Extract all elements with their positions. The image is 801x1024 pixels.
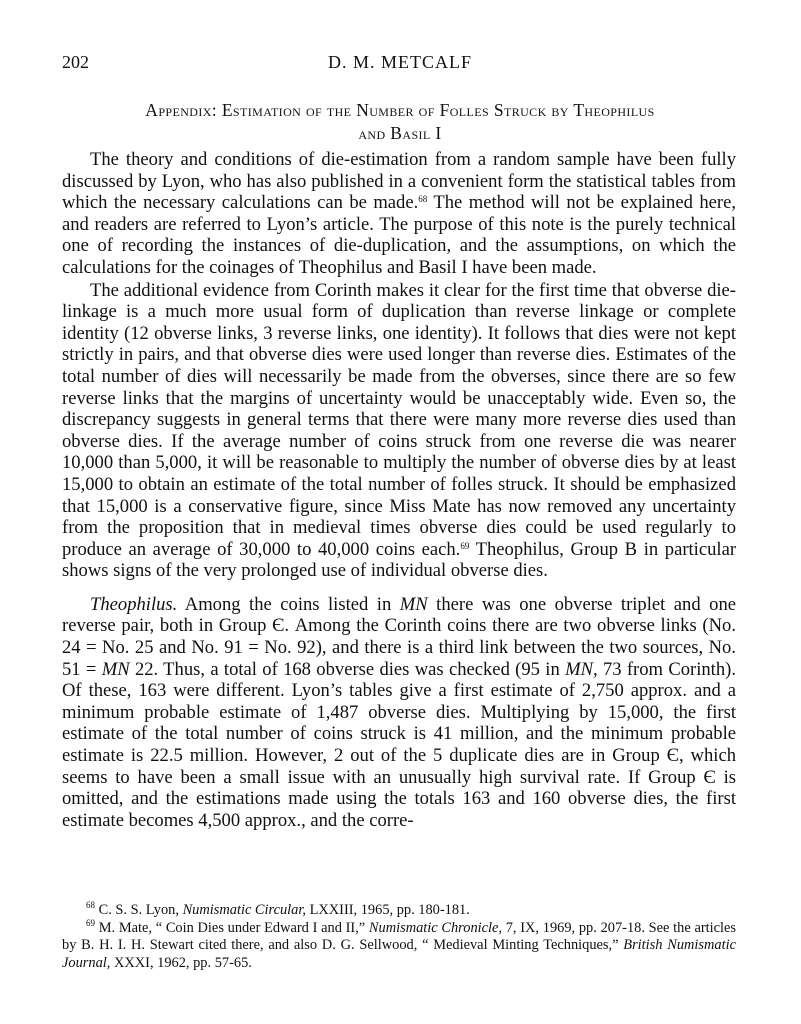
- footnotes: [62, 902, 736, 972]
- footnote-ref-68: 68: [418, 194, 428, 205]
- paragraph-1-text-a: The theory and conditions of die-estimation from a random sample have been fully discussed by Lyon, who has also published in a convenient form the statistical tables from which the necessary calculations can be made.: [62, 149, 736, 214]
- paragraph-1-text-b: The method will not be explained here, and readers are referred to Lyon’s article. The purpose of this note is the purely technical one of recording the instances of die-duplication, and the assumptions, on which the calculations for the coinages of Theophilus and Basil I have been made.: [62, 192, 736, 278]
- footnote-number: 69: [86, 917, 95, 928]
- mn-abbrev: MN,: [565, 658, 598, 680]
- footnote-69: [62, 917, 737, 973]
- paragraph-3-text-2: there was one obverse triplet and one reverse pair, both in Group Є. Among the Corinth coins there are two obverse links (No. 24 = No. 25 and No. 91 = No. 92), and there is a third link between the two sources, No. 51 =: [62, 593, 736, 680]
- body-text: [62, 149, 736, 831]
- footnote-journal-title: Numismatic Chronicle,: [368, 919, 503, 936]
- paragraph-3-text-4: 73 from Corinth). Of these, 163 were different. Lyon’s tables give a first estimate of 2,750 approx. and a minimum probable estimate of 1,487 obverse dies. Multiplying by 15,000, the first estimate of the total number of coins struck is 41 million, and the minimum probable estimate is 22.5 million. However, 2 out of the 5 duplicate dies are in Group Є, which seems to have been a small issue with an unusually high survival rate. If Group Є is omitted, and the estimations made using the totals 163 and 160 obverse dies, the first estimate becomes 4,500 approx., and the corre-: [62, 658, 736, 831]
- mn-abbrev: MN: [399, 593, 428, 615]
- mn-abbrev: MN: [101, 658, 130, 680]
- paragraph-2-text-b: Theophilus, Group B in particular shows signs of the very prolonged use of individual obverse dies.: [62, 538, 737, 582]
- paragraph-2: [62, 280, 736, 582]
- footnote-text: 7, IX, 1969, pp. 207-18. See the articles by B. H. I. H. Stewart cited there, and also D. G. Sellwood, “ Medieval Minting Techniques,”: [62, 919, 737, 953]
- paragraph-2-text-a: The additional evidence from Corinth makes it clear for the first time that obverse die-linkage is a much more usual form of duplication than reverse linkage or complete identity (12 obverse links, 3 reverse links, one identity). It follows that dies were not kept strictly in pairs, and that obverse dies were used longer than reverse dies. Estimates of the total number of dies will necessarily be made from the obverses, since there are so few reverse links that the margins of uncertainty would be unacceptably wide. Even so, the discrepancy suggests in general terms that there were many more reverse dies used than obverse dies. If the average number of coins struck from one reverse die was nearer 10,000 than 5,000, it will be reasonable to multiply the number of obverse dies by at least 15,000 to obtain an estimate of the total number of folles struck. It should be emphasized that 15,000 is a conservative figure, since Miss Mate has now removed any uncertainty from the proposition that in medieval times obverse dies could be used regularly to produce an average of 30,000 to 40,000 coins each.: [62, 279, 736, 560]
- footnote-text: LXXIII, 1965, pp. 180-181.: [305, 902, 470, 918]
- paragraph-3-text-3: 22. Thus, a total of 168 obverse dies was checked (95 in: [129, 658, 566, 680]
- footnote-journal-title: British Numismatic Journal,: [62, 937, 736, 971]
- footnote-68: [62, 902, 736, 920]
- theophilus-lead: Theophilus.: [90, 593, 178, 615]
- appendix-title: [62, 99, 738, 145]
- footnote-text: XXXI, 1962, pp. 57-65.: [110, 954, 252, 971]
- footnote-text: M. Mate, “ Coin Dies under Edward I and II,”: [95, 919, 369, 936]
- paragraph-3-text-1: Among the coins listed in: [177, 593, 400, 615]
- footnote-text: C. S. S. Lyon,: [95, 902, 183, 918]
- paragraph-3: [62, 594, 736, 832]
- footnote-journal-title: Numismatic Circular,: [182, 902, 306, 918]
- appendix-title-line-1: Appendix: Estimation of the Number of Folles Struck by Theophilus: [145, 100, 655, 120]
- appendix-title-line-2: and Basil I: [358, 123, 442, 143]
- footnote-number: 68: [86, 900, 95, 910]
- running-head: D. M. METCALF: [327, 52, 472, 72]
- footnote-ref-69: 69: [460, 540, 470, 551]
- page-number: 202: [62, 52, 89, 72]
- paragraph-1: [62, 149, 736, 279]
- page-header: [62, 52, 738, 76]
